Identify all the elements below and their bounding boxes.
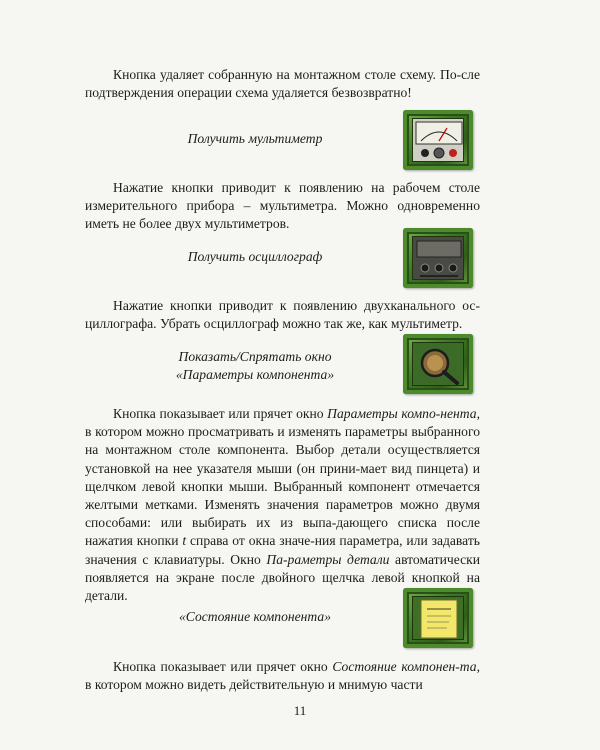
oscilloscope-glyph [413,237,464,280]
multimeter-screen [412,118,464,162]
caption-line-1: Показать/Спрятать окно [178,349,332,364]
paragraph-text: Нажатие кнопки приводит к появлению двухканального ос-циллографа. Убрать осциллограф можно так же, как мультиметр. [85,298,480,332]
oscilloscope-icon[interactable] [403,228,473,288]
italic-run: t [182,533,187,549]
magnifier-icon[interactable] [403,334,473,394]
italic-run: Параметры компо-нента [327,406,477,421]
italic-run: Па-раметры детали [266,551,390,567]
paragraph-params [85,405,480,605]
paragraph-text [85,658,480,694]
text-run: справа от окна значе-ния параметра, или задавать значения с клавиатуры. Окно [85,533,480,567]
page-number: 11 [293,703,307,718]
oscilloscope-screen [412,236,464,280]
text-run: Кнопка показывает или прячет окно [113,406,328,421]
paragraph-delete-schema [85,66,480,102]
multimeter-icon[interactable] [403,110,473,170]
caption-get-oscilloscope: Получить осциллограф [187,249,323,264]
caption-get-multimeter: Получить мультиметр [187,131,323,146]
paragraph-state [85,658,480,694]
magnifier-screen [412,342,464,386]
multimeter-glyph [413,119,464,162]
paragraph-text: Кнопка удаляет собранную на монтажном столе схему. По-сле подтверждения операции схема удаляется безвозвратно! [85,67,480,101]
paragraph-text [85,405,480,605]
caption-show-hide-params [140,348,370,384]
caption-line-2: «Параметры компонента» [175,367,335,382]
document-panel-icon[interactable] [403,588,473,648]
paragraph-text: Нажатие кнопки приводит к появлению на рабочем столе измерительного прибора – мультиметра. Можно одновременно иметь не более двух мультиметров. [85,180,480,232]
text-run: , в котором можно видеть действительную и мнимую части [85,659,480,693]
text-run: , в котором можно просматривать и изменять параметры выбранного на монтажном столе компонента. Выбор детали осуществляется установкой на нее указателя мыши (он прини-мает вид пинцета) и щелчком левой кнопки мыши. Выбранный компонент отмечается желтыми метками. Изменять значения параметров можно двумя способами: или выбирать их из выпа-дающего списка после нажатия кнопки [85,406,480,549]
text-run: автоматически появляется на экране после двойного щелчка левой кнопкой на детали. [85,551,480,604]
document-panel-glyph [413,597,464,640]
magnifier-glyph [413,343,464,386]
italic-run: Состояние компонен-та [332,659,477,674]
paragraph-multimeter [85,179,480,234]
state-screen [412,596,464,640]
caption-component-state: «Состояние компонента» [179,609,331,624]
text-run: Кнопка показывает или прячет окно [113,659,333,674]
paragraph-oscilloscope [85,297,480,333]
